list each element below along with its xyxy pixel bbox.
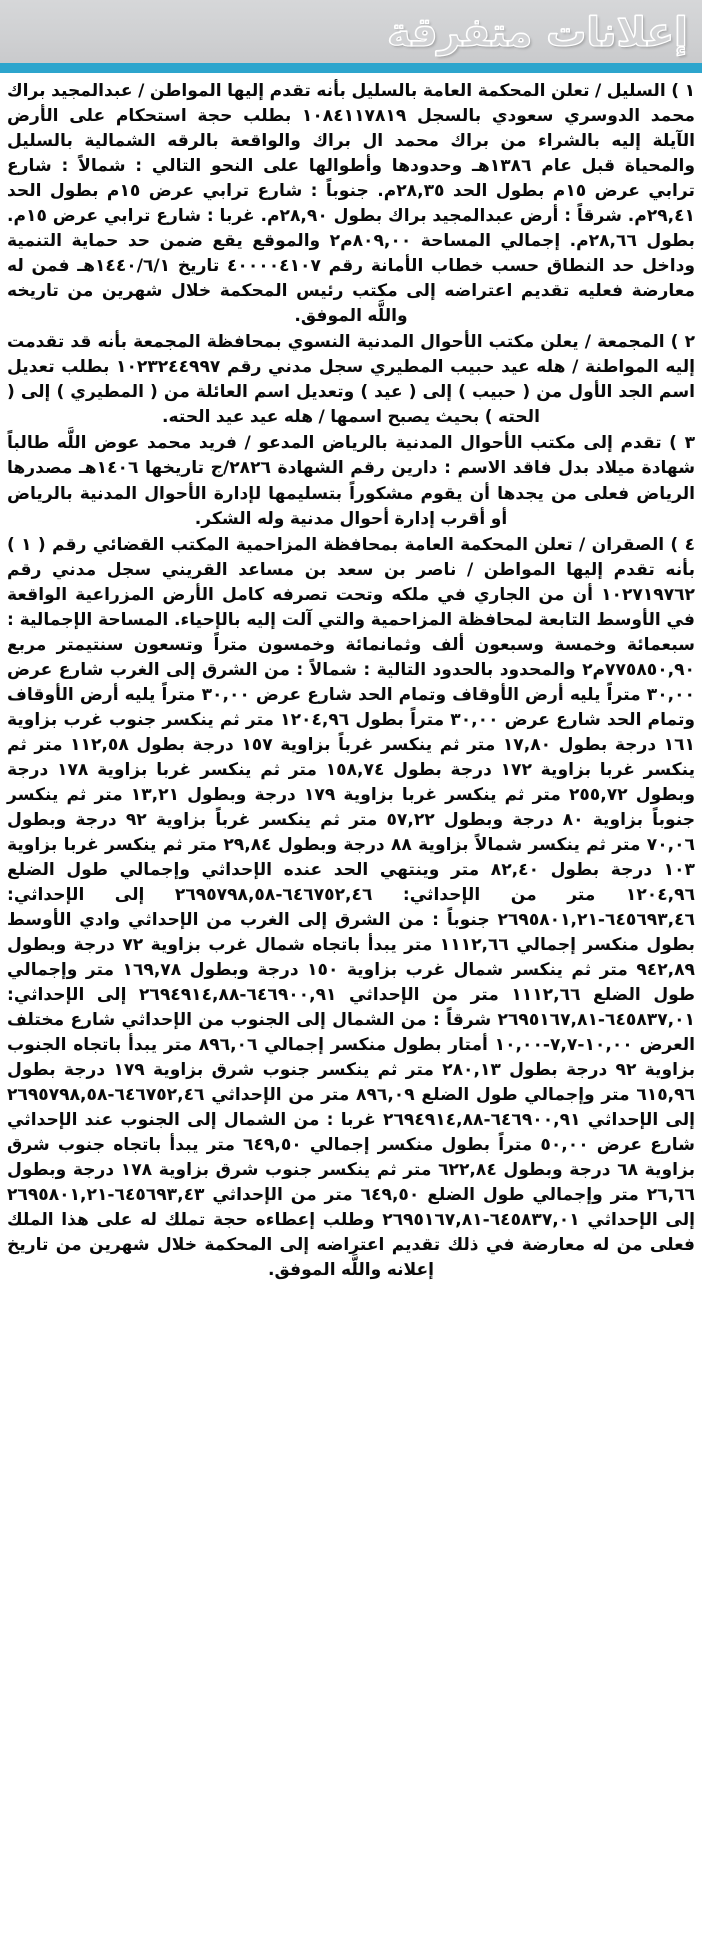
masthead-banner <box>0 0 702 63</box>
announcement-body-2: ٢ ) المجمعة / يعلن مكتب الأحوال المدنية النسوي بمحافظة المجمعة بأنه قد تقدمت إليه المواطنة / هله عيد حبيب المطيري سجل مدني رقم ١٠٢٣٢٤٤٩٩٧ بطلب تعديل اسم الجد الأول من ( حبيب ) إلى ( عيد ) وتعديل اسم العائلة من ( المطيري ) إلى ( الحته ) بحيث يصبح اسمها / هله عيد عيد الحته. <box>7 332 695 428</box>
announcement-item <box>7 79 695 329</box>
announcement-body-4: ٤ ) الصقران / تعلن المحكمة العامة بمحافظة المزاحمية المكتب القضائي رقم ( ١ ) بأنه تقدم إليها المواطن / ناصر بن سعد بن مساعد القريني سجل مدني رقم ١٠٢٧١٩٧٦٢ أن من الجاري في ملكه وتحت تصرفه كامل الأرض المزراعية الواقعة في الأوسط التابعة لمحافظة المزاحمية والتي آلت إليه بالإحياء. المساحة الإجمالية : سبعمائة وخمسة وسبعون ألف وثمانمائة وخمسون متراً وتسعون سنتيمتر مربع ٧٧٥٨٥٠,٩٠م٢ والمحدود بالحدود التالية : شمالاً : من الشرق إلى الغرب شارع عرض ٣٠,٠٠ متراً يليه أرض الأوقاف وتمام الحد شارع عرض ٣٠,٠٠ متراً يليه أرض الأوقاف وتمام الحد شارع عرض ٣٠,٠٠ متراً بطول ١٢٠٤,٩٦ متر ثم ينكسر جنوب غرب بزاوية ١٦١ درجة بطول ١٧,٨٠ متر ثم ينكسر غرباً بزاوية ١٥٧ درجة بطول ١١٢,٥٨ متر ثم ينكسر غربا بزاوية ١٧٢ درجة بطول ١٥٨,٧٤ متر ثم ينكسر غربا بزاوية ١٧٨ درجة وبطول ٢٥٥,٧٢ متر ثم ينكسر غربا بزاوية ١٧٩ درجة وبطول ١٣,٢١ متر ثم ينكسر جنوباً بزاوية ٨٠ درجة وبطول ٥٧,٢٢ متر ثم ينكسر غرباً بزاوية ٩٢ درجة وبطول ٧٠,٠٦ متر ثم ينكسر شمالاً بزاوية ٨٨ درجة وبطول ٢٩,٨٤ متر ثم ينكسر غربا بزاوية ١٠٣ درجة بطول ٨٢,٤٠ متر وينتهي الحد عنده الإحداثي وإجمالي طول الضلع ١٢٠٤,٩٦ متر من الإحداثي: ٦٤٦٧٥٢,٤٦-٢٦٩٥٧٩٨,٥٨ إلى الإحداثي: ٦٤٥٦٩٣,٤٦-٢٦٩٥٨٠١,٢١ جنوباً : من الشرق إلى الغرب من الإحداثي وادي الأوسط بطول منكسر إجمالي ١١١٢,٦٦ متر يبدأ باتجاه شمال غرب بزاوية ٧٢ درجة وبطول ٩٤٢,٨٩ متر ثم ينكسر شمال غرب بزاوية ١٥٠ درجة وبطول ١٦٩,٧٨ متر وإجمالي طول الضلع ١١١٢,٦٦ متر من الإحداثي ٦٤٦٩٠٠,٩١-٢٦٩٤٩١٤,٨٨ إلى الإحداثي: ٦٤٥٨٣٧,٠١-٢٦٩٥١٦٧,٨١ شرقاً : من الشمال إلى الجنوب من الإحداثي شارع مختلف العرض ١٠,٠٠-٧,٧-١٠,٠٠ أمتار بطول منكسر إجمالي ٨٩٦,٠٦ متر يبدأ باتجاه الجنوب بزاوية ٩٢ درجة بطول ٢٨٠,١٣ متر ثم ينكسر جنوب شرق بزاوية ١٧٩ درجة بطول ٦١٥,٩٦ متر وإجمالي طول الضلع ٨٩٦,٠٩ متر من الإحداثي ٦٤٦٧٥٢,٤٦-٢٦٩٥٧٩٨,٥٨ إلى الإحداثي ٦٤٦٩٠٠,٩١-٢٦٩٤٩١٤,٨٨ غربا : من الشمال إلى الجنوب عند الإحداثي شارع عرض ٥٠,٠٠ متراً بطول منكسر إجمالي ٦٤٩,٥٠ متر يبدأ باتجاه جنوب شرق بزاوية ٦٨ درجة وبطول ٦٢٢,٨٤ متر ثم ينكسر جنوب شرق بزاوية ١٧٨ درجة وبطول ٢٦,٦٦ متر وإجمالي طول الضلع ٦٤٩,٥٠ متر من الإحداثي ٦٤٥٦٩٣,٤٣-٢٦٩٥٨٠١,٢١ إلى الإحداثي ٦٤٥٨٣٧,٠١-٢٦٩٥١٦٧,٨١ وطلب إعطاءه حجة تملك له على هذا الملك فعلى من له معارضة في ذلك تقديم اعتراضه إلى المحكمة خلال شهرين من تاريخ إعلانه واللَّه الموفق. <box>7 534 696 1281</box>
announcement-item <box>7 431 695 531</box>
announcement-body-1: ١ ) السليل / تعلن المحكمة العامة بالسليل بأنه تقدم إليها المواطن / عبدالمجيد براك محمد الدوسري سعودي بالسجل ١٠٨٤١١٧٨١٩ بطلب حجة استحكام على الأرض الآيلة إليه بالشراء من براك محمد ال براك والواقعة بالرقه الشمالية بالسليل والمحياة قبل عام ١٣٨٦هـ وحدودها وأطوالها على النحو التالي : شمالاً : شارع ترابي عرض ١٥م بطول الحد ٢٨,٣٥م. جنوباً : شارع ترابي عرض ١٥م بطول الحد ٢٩,٤١م. شرقاً : أرض عبدالمجيد براك بطول ٢٨,٩٠م. غربا : شارع ترابي عرض ١٥م. بطول ٢٨,٦٦م. إجمالي المساحة ٨٠٩,٠٠م٢ والموقع يقع ضمن حد حماية التنمية وداخل حد النطاق حسب خطاب الأمانة رقم ٤٠٠٠٠٤١٠٧ تاريخ ١٤٤٠/٦/١هـ فمن له معارضة فعليه تقديم اعتراضه إلى مكتب رئيس المحكمة خلال شهرين من تاريخه واللَّه الموفق. <box>7 81 696 327</box>
announcement-item <box>7 330 695 430</box>
page-title: إعلانات متفرقة <box>387 9 688 56</box>
announcement-item <box>7 533 695 1284</box>
announcements-column <box>0 73 702 1284</box>
accent-divider-bar <box>0 63 702 73</box>
announcement-body-3: ٣ ) تقدم إلى مكتب الأحوال المدنية بالرياض المدعو / فريد محمد عوض اللَّه طالباً شهادة ميلاد بدل فاقد الاسم : دارين رقم الشهادة ٢٨٢٦/ج تاريخها ١٤٠٦هـ مصدرها الرياض فعلى من يجدها أن يقوم مشكوراً بتسليمها لإدارة الأحوال المدنية بالرياض أو أقرب إدارة أحوال مدنية وله الشكر. <box>7 433 696 529</box>
